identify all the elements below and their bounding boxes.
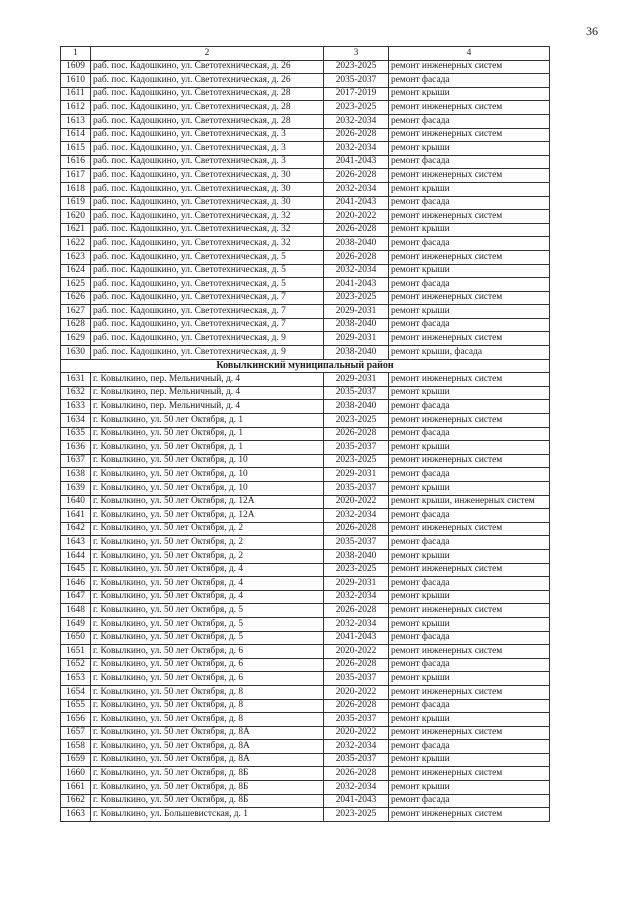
table-row (61, 441, 550, 455)
work-type-cell: ремонт фасада (389, 155, 550, 169)
address-cell: г. Ковылкино, ул. 50 лет Октября, д. 4 (91, 577, 324, 591)
period-cell: 2023-2025 (324, 101, 389, 115)
table-row (61, 223, 550, 237)
table-row (61, 468, 550, 482)
address-cell: раб. пос. Кадошкино, ул. Светотехническая, д. 32 (91, 237, 324, 251)
period-cell: 2029-2031 (324, 373, 389, 387)
work-type-cell: ремонт фасада (389, 318, 550, 332)
row-number: 1614 (61, 128, 91, 142)
table-row (61, 332, 550, 346)
period-cell: 2026-2028 (324, 169, 389, 183)
period-cell: 2026-2028 (324, 250, 389, 264)
period-cell: 2032-2034 (324, 114, 389, 128)
address-cell: г. Ковылкино, ул. 50 лет Октября, д. 8А (91, 753, 324, 767)
table-row (61, 386, 550, 400)
address-cell: раб. пос. Кадошкино, ул. Светотехническая, д. 9 (91, 332, 324, 346)
address-cell: г. Ковылкино, ул. 50 лет Октября, д. 8 (91, 713, 324, 727)
table-row (61, 400, 550, 414)
address-cell: г. Ковылкино, ул. 50 лет Октября, д. 8А (91, 740, 324, 754)
row-number: 1662 (61, 794, 91, 808)
period-cell: 2020-2022 (324, 645, 389, 659)
work-type-cell: ремонт инженерных систем (389, 250, 550, 264)
row-number: 1641 (61, 509, 91, 523)
work-type-cell: ремонт инженерных систем (389, 210, 550, 224)
address-cell: г. Ковылкино, ул. 50 лет Октября, д. 2 (91, 549, 324, 563)
row-number: 1642 (61, 522, 91, 536)
table-row (61, 237, 550, 251)
row-number: 1661 (61, 781, 91, 795)
period-cell: 2041-2043 (324, 631, 389, 645)
table-row (61, 753, 550, 767)
row-number: 1645 (61, 563, 91, 577)
table-row (61, 155, 550, 169)
table-row (61, 713, 550, 727)
row-number: 1617 (61, 169, 91, 183)
table-row (61, 114, 550, 128)
table-row (61, 658, 550, 672)
work-type-cell: ремонт фасада (389, 794, 550, 808)
row-number: 1649 (61, 617, 91, 631)
address-cell: г. Ковылкино, ул. 50 лет Октября, д. 5 (91, 604, 324, 618)
period-cell: 2038-2040 (324, 237, 389, 251)
table-row (61, 563, 550, 577)
work-type-cell: ремонт инженерных систем (389, 414, 550, 428)
address-cell: г. Ковылкино, ул. 50 лет Октября, д. 8А (91, 726, 324, 740)
row-number: 1627 (61, 305, 91, 319)
work-type-cell: ремонт фасада (389, 114, 550, 128)
work-type-cell: ремонт крыши, фасада (389, 346, 550, 360)
period-cell: 2026-2028 (324, 427, 389, 441)
work-type-cell: ремонт фасада (389, 400, 550, 414)
table-row (61, 509, 550, 523)
table-row (61, 536, 550, 550)
table-row (61, 414, 550, 428)
period-cell: 2020-2022 (324, 685, 389, 699)
address-cell: раб. пос. Кадошкино, ул. Светотехническая, д. 5 (91, 250, 324, 264)
address-cell: г. Ковылкино, пер. Мельничный, д. 4 (91, 386, 324, 400)
address-cell: г. Ковылкино, ул. 50 лет Октября, д. 8Б (91, 794, 324, 808)
period-cell: 2035-2037 (324, 672, 389, 686)
address-cell: раб. пос. Кадошкино, ул. Светотехническая, д. 26 (91, 74, 324, 88)
period-cell: 2041-2043 (324, 155, 389, 169)
address-cell: г. Ковылкино, ул. 50 лет Октября, д. 12А (91, 495, 324, 509)
row-number: 1616 (61, 155, 91, 169)
table-row (61, 196, 550, 210)
period-cell: 2032-2034 (324, 590, 389, 604)
address-cell: раб. пос. Кадошкино, ул. Светотехническая, д. 30 (91, 196, 324, 210)
table-row (61, 645, 550, 659)
table-row (61, 794, 550, 808)
period-cell: 2035-2037 (324, 536, 389, 550)
work-type-cell: ремонт фасада (389, 74, 550, 88)
work-type-cell: ремонт фасада (389, 427, 550, 441)
repair-schedule-table (60, 46, 550, 822)
table-row (61, 128, 550, 142)
row-number: 1653 (61, 672, 91, 686)
work-type-cell: ремонт инженерных систем (389, 685, 550, 699)
work-type-cell: ремонт крыши (389, 87, 550, 101)
table-row (61, 278, 550, 292)
work-type-cell: ремонт инженерных систем (389, 522, 550, 536)
period-cell: 2038-2040 (324, 549, 389, 563)
column-header-1: 1 (61, 47, 91, 61)
table-row (61, 631, 550, 645)
column-header-2: 2 (91, 47, 324, 61)
address-cell: раб. пос. Кадошкино, ул. Светотехническая, д. 9 (91, 346, 324, 360)
table-row (61, 101, 550, 115)
table-row (61, 250, 550, 264)
table-row (61, 454, 550, 468)
period-cell: 2023-2025 (324, 60, 389, 74)
row-number: 1620 (61, 210, 91, 224)
table-row (61, 699, 550, 713)
address-cell: раб. пос. Кадошкино, ул. Светотехническая, д. 28 (91, 87, 324, 101)
table-row (61, 87, 550, 101)
row-number: 1628 (61, 318, 91, 332)
period-cell: 2035-2037 (324, 441, 389, 455)
table-body-kovylkino (61, 373, 550, 822)
work-type-cell: ремонт инженерных систем (389, 332, 550, 346)
work-type-cell: ремонт инженерных систем (389, 726, 550, 740)
work-type-cell: ремонт фасада (389, 699, 550, 713)
row-number: 1663 (61, 808, 91, 822)
address-cell: г. Ковылкино, ул. 50 лет Октября, д. 10 (91, 468, 324, 482)
period-cell: 2041-2043 (324, 278, 389, 292)
address-cell: раб. пос. Кадошкино, ул. Светотехническая, д. 7 (91, 318, 324, 332)
address-cell: г. Ковылкино, ул. 50 лет Октября, д. 8 (91, 685, 324, 699)
work-type-cell: ремонт крыши (389, 264, 550, 278)
work-type-cell: ремонт инженерных систем (389, 373, 550, 387)
address-cell: раб. пос. Кадошкино, ул. Светотехническая, д. 7 (91, 305, 324, 319)
table-body-kadoshkino (61, 60, 550, 359)
row-number: 1638 (61, 468, 91, 482)
address-cell: г. Ковылкино, ул. 50 лет Октября, д. 8Б (91, 767, 324, 781)
period-cell: 2026-2028 (324, 658, 389, 672)
period-cell: 2023-2025 (324, 563, 389, 577)
period-cell: 2023-2025 (324, 291, 389, 305)
address-cell: г. Ковылкино, ул. 50 лет Октября, д. 4 (91, 563, 324, 577)
row-number: 1623 (61, 250, 91, 264)
work-type-cell: ремонт инженерных систем (389, 563, 550, 577)
work-type-cell: ремонт фасада (389, 577, 550, 591)
period-cell: 2032-2034 (324, 264, 389, 278)
period-cell: 2020-2022 (324, 210, 389, 224)
work-type-cell: ремонт фасада (389, 278, 550, 292)
address-cell: г. Ковылкино, ул. 50 лет Октября, д. 6 (91, 645, 324, 659)
row-number: 1646 (61, 577, 91, 591)
address-cell: г. Ковылкино, ул. 50 лет Октября, д. 1 (91, 441, 324, 455)
period-cell: 2038-2040 (324, 400, 389, 414)
period-cell: 2029-2031 (324, 332, 389, 346)
row-number: 1619 (61, 196, 91, 210)
work-type-cell: ремонт крыши (389, 223, 550, 237)
table-row (61, 210, 550, 224)
table-row (61, 291, 550, 305)
address-cell: раб. пос. Кадошкино, ул. Светотехническая, д. 3 (91, 155, 324, 169)
address-cell: раб. пос. Кадошкино, ул. Светотехническая, д. 3 (91, 142, 324, 156)
period-cell: 2035-2037 (324, 74, 389, 88)
work-type-cell: ремонт крыши (389, 617, 550, 631)
table-row (61, 767, 550, 781)
period-cell: 2032-2034 (324, 740, 389, 754)
address-cell: г. Ковылкино, ул. 50 лет Октября, д. 5 (91, 617, 324, 631)
work-type-cell: ремонт фасада (389, 509, 550, 523)
table-row (61, 781, 550, 795)
row-number: 1633 (61, 400, 91, 414)
address-cell: г. Ковылкино, ул. Большевистская, д. 1 (91, 808, 324, 822)
period-cell: 2026-2028 (324, 767, 389, 781)
row-number: 1632 (61, 386, 91, 400)
address-cell: г. Ковылкино, ул. 50 лет Октября, д. 6 (91, 658, 324, 672)
table-row (61, 617, 550, 631)
row-number: 1629 (61, 332, 91, 346)
row-number: 1624 (61, 264, 91, 278)
period-cell: 2029-2031 (324, 305, 389, 319)
table-row (61, 346, 550, 360)
work-type-cell: ремонт крыши (389, 713, 550, 727)
period-cell: 2026-2028 (324, 128, 389, 142)
period-cell: 2023-2025 (324, 808, 389, 822)
table-row (61, 549, 550, 563)
work-type-cell: ремонт инженерных систем (389, 101, 550, 115)
address-cell: раб. пос. Кадошкино, ул. Светотехническая, д. 30 (91, 182, 324, 196)
work-type-cell: ремонт инженерных систем (389, 645, 550, 659)
period-cell: 2017-2019 (324, 87, 389, 101)
address-cell: г. Ковылкино, ул. 50 лет Октября, д. 6 (91, 672, 324, 686)
row-number: 1640 (61, 495, 91, 509)
work-type-cell: ремонт фасада (389, 631, 550, 645)
row-number: 1643 (61, 536, 91, 550)
table-row (61, 182, 550, 196)
row-number: 1651 (61, 645, 91, 659)
row-number: 1652 (61, 658, 91, 672)
work-type-cell: ремонт крыши (389, 590, 550, 604)
row-number: 1631 (61, 373, 91, 387)
table-row (61, 604, 550, 618)
table-row (61, 577, 550, 591)
work-type-cell: ремонт инженерных систем (389, 767, 550, 781)
work-type-cell: ремонт фасада (389, 740, 550, 754)
period-cell: 2026-2028 (324, 604, 389, 618)
row-number: 1660 (61, 767, 91, 781)
address-cell: г. Ковылкино, ул. 50 лет Октября, д. 5 (91, 631, 324, 645)
work-type-cell: ремонт крыши, инженерных систем (389, 495, 550, 509)
row-number: 1656 (61, 713, 91, 727)
period-cell: 2035-2037 (324, 753, 389, 767)
table-row (61, 482, 550, 496)
period-cell: 2029-2031 (324, 468, 389, 482)
work-type-cell: ремонт фасада (389, 658, 550, 672)
work-type-cell: ремонт крыши (389, 781, 550, 795)
table-row (61, 522, 550, 536)
table-row (61, 305, 550, 319)
period-cell: 2035-2037 (324, 386, 389, 400)
period-cell: 2020-2022 (324, 495, 389, 509)
section-row (61, 359, 550, 373)
row-number: 1657 (61, 726, 91, 740)
address-cell: г. Ковылкино, ул. 50 лет Октября, д. 2 (91, 522, 324, 536)
row-number: 1650 (61, 631, 91, 645)
row-number: 1621 (61, 223, 91, 237)
table-row (61, 142, 550, 156)
period-cell: 2032-2034 (324, 781, 389, 795)
address-cell: раб. пос. Кадошкино, ул. Светотехническая, д. 5 (91, 264, 324, 278)
address-cell: г. Ковылкино, ул. 50 лет Октября, д. 8Б (91, 781, 324, 795)
page-number: 36 (586, 24, 598, 38)
row-number: 1610 (61, 74, 91, 88)
table-row (61, 264, 550, 278)
work-type-cell: ремонт крыши (389, 182, 550, 196)
table-row (61, 740, 550, 754)
table-row (61, 427, 550, 441)
section-header (61, 359, 550, 373)
address-cell: раб. пос. Кадошкино, ул. Светотехническая, д. 30 (91, 169, 324, 183)
work-type-cell: ремонт крыши (389, 386, 550, 400)
work-type-cell: ремонт крыши (389, 549, 550, 563)
period-cell: 2026-2028 (324, 522, 389, 536)
row-number: 1626 (61, 291, 91, 305)
period-cell: 2032-2034 (324, 617, 389, 631)
row-number: 1625 (61, 278, 91, 292)
work-type-cell: ремонт фасада (389, 468, 550, 482)
table-row (61, 60, 550, 74)
row-number: 1655 (61, 699, 91, 713)
address-cell: раб. пос. Кадошкино, ул. Светотехническая, д. 26 (91, 60, 324, 74)
section-title: Ковылкинский муниципальный район (61, 359, 550, 373)
work-type-cell: ремонт фасада (389, 536, 550, 550)
period-cell: 2041-2043 (324, 196, 389, 210)
row-number: 1639 (61, 482, 91, 496)
work-type-cell: ремонт крыши (389, 482, 550, 496)
row-number: 1622 (61, 237, 91, 251)
work-type-cell: ремонт инженерных систем (389, 169, 550, 183)
row-number: 1658 (61, 740, 91, 754)
work-type-cell: ремонт фасада (389, 196, 550, 210)
row-number: 1659 (61, 753, 91, 767)
address-cell: г. Ковылкино, ул. 50 лет Октября, д. 1 (91, 414, 324, 428)
period-cell: 2038-2040 (324, 346, 389, 360)
row-number: 1612 (61, 101, 91, 115)
work-type-cell: ремонт инженерных систем (389, 454, 550, 468)
period-cell: 2032-2034 (324, 182, 389, 196)
row-number: 1637 (61, 454, 91, 468)
period-cell: 2020-2022 (324, 726, 389, 740)
row-number: 1630 (61, 346, 91, 360)
row-number: 1615 (61, 142, 91, 156)
table-header-row (61, 47, 550, 61)
table-row (61, 808, 550, 822)
address-cell: раб. пос. Кадошкино, ул. Светотехническая, д. 7 (91, 291, 324, 305)
period-cell: 2032-2034 (324, 509, 389, 523)
work-type-cell: ремонт инженерных систем (389, 291, 550, 305)
address-cell: г. Ковылкино, ул. 50 лет Октября, д. 4 (91, 590, 324, 604)
period-cell: 2026-2028 (324, 699, 389, 713)
work-type-cell: ремонт инженерных систем (389, 808, 550, 822)
row-number: 1611 (61, 87, 91, 101)
row-number: 1618 (61, 182, 91, 196)
period-cell: 2029-2031 (324, 577, 389, 591)
table-row (61, 590, 550, 604)
work-type-cell: ремонт крыши (389, 142, 550, 156)
address-cell: г. Ковылкино, ул. 50 лет Октября, д. 8 (91, 699, 324, 713)
row-number: 1635 (61, 427, 91, 441)
row-number: 1609 (61, 60, 91, 74)
row-number: 1634 (61, 414, 91, 428)
address-cell: г. Ковылкино, пер. Мельничный, д. 4 (91, 400, 324, 414)
table-row (61, 495, 550, 509)
work-type-cell: ремонт крыши (389, 753, 550, 767)
work-type-cell: ремонт крыши (389, 441, 550, 455)
work-type-cell: ремонт крыши (389, 672, 550, 686)
table-row (61, 726, 550, 740)
address-cell: раб. пос. Кадошкино, ул. Светотехническая, д. 5 (91, 278, 324, 292)
table-row (61, 685, 550, 699)
work-type-cell: ремонт инженерных систем (389, 604, 550, 618)
address-cell: раб. пос. Кадошкино, ул. Светотехническая, д. 32 (91, 223, 324, 237)
address-cell: раб. пос. Кадошкино, ул. Светотехническая, д. 28 (91, 101, 324, 115)
column-header-3: 3 (324, 47, 389, 61)
work-type-cell: ремонт инженерных систем (389, 60, 550, 74)
period-cell: 2023-2025 (324, 414, 389, 428)
table-row (61, 74, 550, 88)
period-cell: 2023-2025 (324, 454, 389, 468)
address-cell: раб. пос. Кадошкино, ул. Светотехническая, д. 32 (91, 210, 324, 224)
period-cell: 2035-2037 (324, 482, 389, 496)
row-number: 1644 (61, 549, 91, 563)
work-type-cell: ремонт крыши (389, 305, 550, 319)
table-row (61, 169, 550, 183)
address-cell: раб. пос. Кадошкино, ул. Светотехническая, д. 28 (91, 114, 324, 128)
period-cell: 2035-2037 (324, 713, 389, 727)
address-cell: раб. пос. Кадошкино, ул. Светотехническая, д. 3 (91, 128, 324, 142)
row-number: 1636 (61, 441, 91, 455)
row-number: 1613 (61, 114, 91, 128)
work-type-cell: ремонт инженерных систем (389, 128, 550, 142)
table-row (61, 672, 550, 686)
column-header-4: 4 (389, 47, 550, 61)
address-cell: г. Ковылкино, ул. 50 лет Октября, д. 10 (91, 482, 324, 496)
row-number: 1648 (61, 604, 91, 618)
address-cell: г. Ковылкино, ул. 50 лет Октября, д. 12А (91, 509, 324, 523)
address-cell: г. Ковылкино, ул. 50 лет Октября, д. 1 (91, 427, 324, 441)
work-type-cell: ремонт фасада (389, 237, 550, 251)
period-cell: 2026-2028 (324, 223, 389, 237)
table-row (61, 373, 550, 387)
period-cell: 2038-2040 (324, 318, 389, 332)
row-number: 1647 (61, 590, 91, 604)
row-number: 1654 (61, 685, 91, 699)
table-row (61, 318, 550, 332)
address-cell: г. Ковылкино, ул. 50 лет Октября, д. 10 (91, 454, 324, 468)
address-cell: г. Ковылкино, ул. 50 лет Октября, д. 2 (91, 536, 324, 550)
period-cell: 2041-2043 (324, 794, 389, 808)
address-cell: г. Ковылкино, пер. Мельничный, д. 4 (91, 373, 324, 387)
period-cell: 2032-2034 (324, 142, 389, 156)
